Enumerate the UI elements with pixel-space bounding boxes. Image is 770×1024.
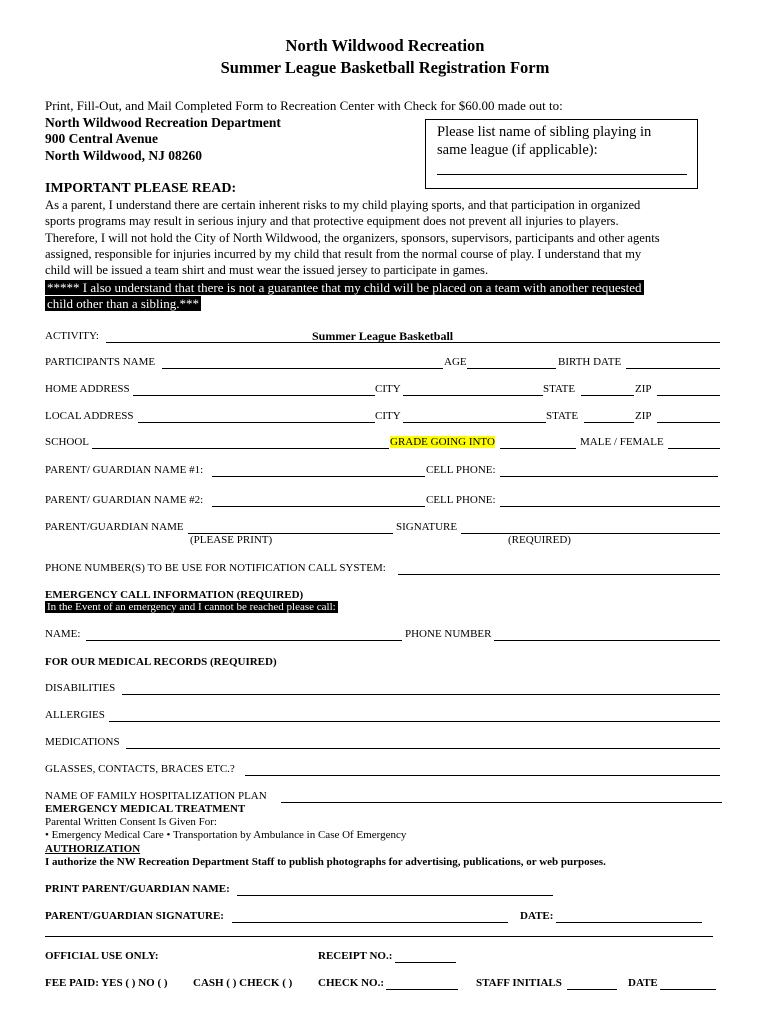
parent1-cell-field[interactable] xyxy=(500,476,718,477)
glasses-field[interactable] xyxy=(245,775,720,776)
official-use-label: OFFICIAL USE ONLY: xyxy=(45,950,159,962)
home-zip-field[interactable] xyxy=(657,395,720,396)
check-no-label: CHECK NO.: xyxy=(318,977,384,989)
mail-instructions: Print, Fill-Out, and Mail Completed Form to Recreation Center with Check for $60.00 made out to: xyxy=(45,98,563,113)
treatment-heading: EMERGENCY MEDICAL TREATMENT xyxy=(45,803,246,815)
local-state-label: STATE xyxy=(546,410,579,422)
home-city-field[interactable] xyxy=(403,395,543,396)
staff-initials-label: STAFF INITIALS xyxy=(476,977,562,989)
hospital-plan-field[interactable] xyxy=(281,802,722,803)
home-zip-label: ZIP xyxy=(635,383,652,395)
birth-date-field[interactable] xyxy=(626,368,720,369)
print-name-label: PRINT PARENT/GUARDIAN NAME: xyxy=(45,883,230,895)
allergies-field[interactable] xyxy=(109,721,720,722)
address-line-2: 900 Central Avenue xyxy=(45,131,158,146)
home-city-label: CITY xyxy=(375,383,401,395)
auth-date-field[interactable] xyxy=(556,922,702,923)
address-line-3: North Wildwood, NJ 08260 xyxy=(45,148,203,163)
local-zip-field[interactable] xyxy=(657,422,720,423)
local-city-field[interactable] xyxy=(403,422,546,423)
signature-label: SIGNATURE xyxy=(396,521,458,533)
address-line-1: North Wildwood Recreation Department xyxy=(45,115,281,130)
medications-field[interactable] xyxy=(126,748,720,749)
consent-text: Parental Written Consent Is Given For: xyxy=(45,816,217,828)
auth-signature-label: PARENT/GUARDIAN SIGNATURE: xyxy=(45,910,224,922)
medications-label: MEDICATIONS xyxy=(45,736,120,748)
gender-field[interactable] xyxy=(668,448,720,449)
please-print-note: (PLEASE PRINT) xyxy=(190,534,273,546)
parent2-field[interactable] xyxy=(212,506,425,507)
authorization-heading: AUTHORIZATION xyxy=(45,843,141,855)
form-title: North Wildwood Recreation xyxy=(285,36,485,55)
local-state-field[interactable] xyxy=(584,422,634,423)
parent1-label: PARENT/ GUARDIAN NAME #1: xyxy=(45,464,204,476)
waiver-line: assigned, responsible for injuries incurred by my child that result from the normal course of play. I understand that my xyxy=(45,246,642,261)
emergency-subheading: In the Event of an emergency and I cannot be reached please call: xyxy=(47,601,336,613)
emergency-phone-field[interactable] xyxy=(494,640,720,641)
sibling-name-field[interactable] xyxy=(437,174,687,175)
emergency-name-label: NAME: xyxy=(45,628,81,640)
sibling-box-line-1: Please list name of sibling playing in xyxy=(437,124,652,140)
grade-field[interactable] xyxy=(500,448,576,449)
waiver-line: sports programs may result in serious injury and that protective equipment does not prevent all injuries to players. xyxy=(45,214,619,229)
official-date-label: DATE xyxy=(628,977,658,989)
auth-date-label: DATE: xyxy=(520,910,554,922)
emergency-phone-label: PHONE NUMBER xyxy=(405,628,492,640)
age-label: AGE xyxy=(444,356,467,368)
hospital-plan-label: NAME OF FAMILY HOSPITALIZATION PLAN xyxy=(45,790,267,802)
waiver-text xyxy=(45,197,730,278)
important-heading: IMPORTANT PLEASE READ: xyxy=(45,181,237,196)
waiver-line: Therefore, I will not hold the City of North Wildwood, the organizers, sponsors, supervisors, participants and other agents xyxy=(45,230,660,245)
authorization-text: I authorize the NW Recreation Department Staff to publish photographs for advertising, publications, or web purposes. xyxy=(45,856,606,868)
official-date-field[interactable] xyxy=(660,989,716,990)
emergency-name-field[interactable] xyxy=(86,640,402,641)
form-subtitle: Summer League Basketball Registration Form xyxy=(220,58,550,77)
disabilities-field[interactable] xyxy=(122,694,720,695)
home-address-field[interactable] xyxy=(133,395,375,396)
cash-check-label: CASH ( ) CHECK ( ) xyxy=(193,977,293,989)
waiver-line: child will be issued a team shirt and must wear the issued jersey to participate in games. xyxy=(45,263,489,278)
waiver-line: As a parent, I understand there are certain inherent risks to my child playing sports, and that participation in organized xyxy=(45,198,641,212)
auth-signature-field[interactable] xyxy=(232,922,508,923)
participants-name-field[interactable] xyxy=(162,368,443,369)
print-name-field[interactable] xyxy=(237,895,553,896)
home-state-field[interactable] xyxy=(581,395,634,396)
fee-paid-label: FEE PAID: YES ( ) NO ( ) xyxy=(45,977,168,989)
required-note: (REQUIRED) xyxy=(508,534,571,546)
receipt-field[interactable] xyxy=(395,962,456,963)
notification-phone-field[interactable] xyxy=(398,574,720,575)
receipt-label: RECEIPT NO.: xyxy=(318,950,393,962)
medical-heading: FOR OUR MEDICAL RECORDS (REQUIRED) xyxy=(45,656,277,668)
birth-date-label: BIRTH DATE xyxy=(558,356,622,368)
age-field[interactable] xyxy=(467,368,556,369)
emergency-heading: EMERGENCY CALL INFORMATION (REQUIRED) xyxy=(45,589,304,601)
official-divider xyxy=(45,936,713,937)
glasses-label: GLASSES, CONTACTS, BRACES ETC.? xyxy=(45,763,235,775)
home-state-label: STATE xyxy=(543,383,576,395)
activity-label: ACTIVITY: xyxy=(45,330,99,342)
parent2-cell-field[interactable] xyxy=(500,506,720,507)
parent2-cell-label: CELL PHONE: xyxy=(426,494,496,506)
school-field[interactable] xyxy=(92,448,389,449)
local-address-label: LOCAL ADDRESS xyxy=(45,410,134,422)
parent2-label: PARENT/ GUARDIAN NAME #2: xyxy=(45,494,204,506)
sibling-notice-line-2: child other than a sibling.*** xyxy=(47,296,200,311)
sibling-notice-line-1: ***** I also understand that there is not a guarantee that my child will be placed on a team with another requested xyxy=(47,280,642,295)
staff-initials-field[interactable] xyxy=(567,989,617,990)
local-address-field[interactable] xyxy=(138,422,375,423)
sibling-box-line-2: same league (if applicable): xyxy=(437,142,598,158)
signature-field[interactable] xyxy=(461,533,720,534)
check-no-field[interactable] xyxy=(386,989,458,990)
parent1-field[interactable] xyxy=(212,476,425,477)
parent-name-label: PARENT/GUARDIAN NAME xyxy=(45,521,184,533)
parent1-cell-label: CELL PHONE: xyxy=(426,464,496,476)
home-address-label: HOME ADDRESS xyxy=(45,383,130,395)
school-label: SCHOOL xyxy=(45,436,90,448)
participants-name-label: PARTICIPANTS NAME xyxy=(45,356,156,368)
consent-bullets: • Emergency Medical Care • Transportation by Ambulance in Case Of Emergency xyxy=(45,829,407,841)
grade-label: GRADE GOING INTO xyxy=(390,436,495,448)
notification-phone-label: PHONE NUMBER(S) TO BE USE FOR NOTIFICATION CALL SYSTEM: xyxy=(45,562,386,574)
activity-value: Summer League Basketball xyxy=(312,329,454,343)
allergies-label: ALLERGIES xyxy=(45,709,105,721)
local-zip-label: ZIP xyxy=(635,410,652,422)
disabilities-label: DISABILITIES xyxy=(45,682,116,694)
gender-label: MALE / FEMALE xyxy=(580,436,664,448)
local-city-label: CITY xyxy=(375,410,401,422)
